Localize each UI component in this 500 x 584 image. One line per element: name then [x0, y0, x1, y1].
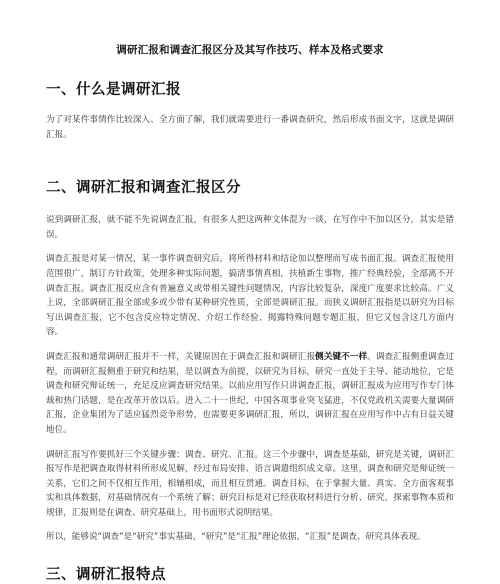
paragraph-difference-text-after: 。调查汇报侧重调查过程，而调研汇报侧重于研究和结果，是以调查为前提，以研究为目标，研究一直处于主导、能动地位，它是调查和研究辩证统一，充足反应调查研究结果。以前应用写作只讲调查汇报，调研汇报成为应用写作专门体裁和热门话题，是在改革开放以后。进入二十一世纪，中国各项事业突飞猛进，不仅党政机关需要大量调研汇报，企业集团为了适应猛烈竞争形势，也需要更多调研汇报，所以，调研汇报在应用写作中占有日益关键地位。: [46, 351, 454, 435]
section-heading-characteristics: 三、调研汇报特点: [46, 567, 166, 584]
paragraph-difference-emphasis: 侧关键不一样: [315, 351, 368, 362]
paragraph-survey-report: 调查汇报是对某一情况，某一事件调查研究后，将所得材料和结论加以整理而写成书面汇报。调查汇报使用范围很广，制订方针政策，处理多种实际问题，搞清事情真相，扶植新生事物，推广经典经验，全部离不开调查汇报。调查汇报反应含有普遍意义或带相关键性问题情况，内容比较复杂，深度广度要求比较高。广义上说，全部调研汇报全部或多或少带有某种研究性质，全部是调研汇报。而狭义调研汇报指是以研究为目标写出调查汇报，它不包含反应特定情况、介绍工作经验、揭露特殊问题专题汇报，但它又包含这几方面内容。: [46, 254, 454, 338]
paragraph-definition: 为了对某件事情作比较深入、全方面了解，我们就需要进行一番调查研究，然后形成书面文字，这就是调研汇报。: [46, 115, 454, 140]
paragraph-difference: [46, 350, 454, 438]
paragraph-three-steps: 调研汇报写作要抓好三个关键步骤：调查、研究、汇报。这三个步骤中，调查是基础，研究是关键，调研汇报写作是把调查取得材料所形成见解，经过布局安排、语言调遣组织成文章。这里，调查和研究是辩证统一关系，它们之间不仅相互作用，相辅相成，而且相互贯通。调查目标，在于掌握大量、真实、全方面客观事实和具体数据，对基础情况有一个系统了解；研究目标是对已经获取材料进行分析、研究，探索事物本质和规律，汇报则是在调查、研究基础上，用书面形式说明结果。: [46, 449, 454, 518]
paragraph-difference-text-before: 调查汇报和通常调研汇报并不一样，关键原因在于调查汇报和调研汇报: [46, 351, 316, 362]
section-heading-distinction: 二、调研汇报和调查汇报区分: [46, 180, 241, 197]
document-title: 调研汇报和调查汇报区分及其写作技巧、样本及格式要求: [116, 44, 384, 56]
paragraph-intro-distinction: 说到调研汇报，就不能不先说调查汇报，有很多人把这两种文体混为一谈，在写作中不加以区分，其实是错误。: [46, 215, 454, 240]
paragraph-conclusion: 所以，能够说“调查”是“研究”事实基础，“研究”是“汇报”理论依据，“汇报”是调查、研究具体表现。: [46, 532, 426, 543]
section-heading-what-is-research-report: 一、什么是调研汇报: [46, 82, 181, 98]
